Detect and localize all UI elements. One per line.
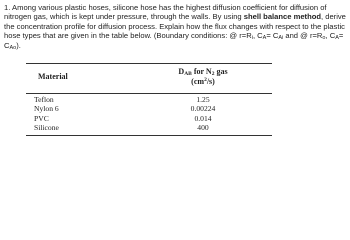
material-cell: Silicone xyxy=(34,122,59,132)
subscript: o xyxy=(322,35,326,42)
material-cell: Teflon xyxy=(34,95,54,104)
problem-number: 1. xyxy=(4,3,11,12)
problem-statement xyxy=(4,3,348,50)
diffusivity-cell: 0.014 xyxy=(194,113,212,123)
problem-text: and @ r=R xyxy=(283,31,323,41)
problem-text: , derive the concentration profile for diffusion process. Explain how the flux changes with respect to the plastic hose types that are given in the table below. (Boundary conditions: @ r=R xyxy=(4,12,346,41)
header-unit-suffix: /s) xyxy=(206,77,215,86)
diffusivity-cell: 400 xyxy=(197,122,209,132)
diffusivity-cell: 1.25 xyxy=(196,95,210,104)
header-dab-end: gas xyxy=(214,67,228,76)
header-dab-prefix: D xyxy=(178,67,185,76)
header-diffusivity xyxy=(166,67,240,87)
problem-text: ). xyxy=(16,40,21,50)
subscript: i xyxy=(251,35,253,42)
problem-text: = C xyxy=(4,31,344,50)
table-bottom-rule xyxy=(26,135,272,136)
material-cell: PVC xyxy=(34,113,49,123)
subscript: A xyxy=(335,35,339,42)
subscript: Ai xyxy=(278,35,284,42)
problem-text: , C xyxy=(252,31,263,41)
subscript: Ao xyxy=(9,44,17,51)
diffusivity-column xyxy=(166,95,240,132)
problem-text: , C xyxy=(325,31,336,41)
header-dab-middle: for N xyxy=(191,67,212,76)
subscript: 2 xyxy=(211,71,215,77)
material-cell: Nylon 6 xyxy=(34,104,59,114)
header-unit-prefix: (cm xyxy=(191,77,205,86)
problem-text: = C xyxy=(266,31,279,41)
table-top-rule xyxy=(26,63,272,64)
problem-text: Among various plastic hoses, silicone hose has the highest diffusion coefficient for diffusion of nitrogen gas, which is kept under pressure, through the walls. By using xyxy=(4,3,327,22)
diffusivity-cell: 0.00224 xyxy=(190,104,216,114)
subscript: AB xyxy=(184,71,192,77)
material-column xyxy=(34,95,59,132)
subscript: A xyxy=(262,35,267,42)
superscript: 2 xyxy=(204,77,207,83)
problem-method-emphasis: shell balance method xyxy=(243,12,321,22)
table-header-rule xyxy=(26,93,272,94)
header-material: Material xyxy=(38,72,68,81)
